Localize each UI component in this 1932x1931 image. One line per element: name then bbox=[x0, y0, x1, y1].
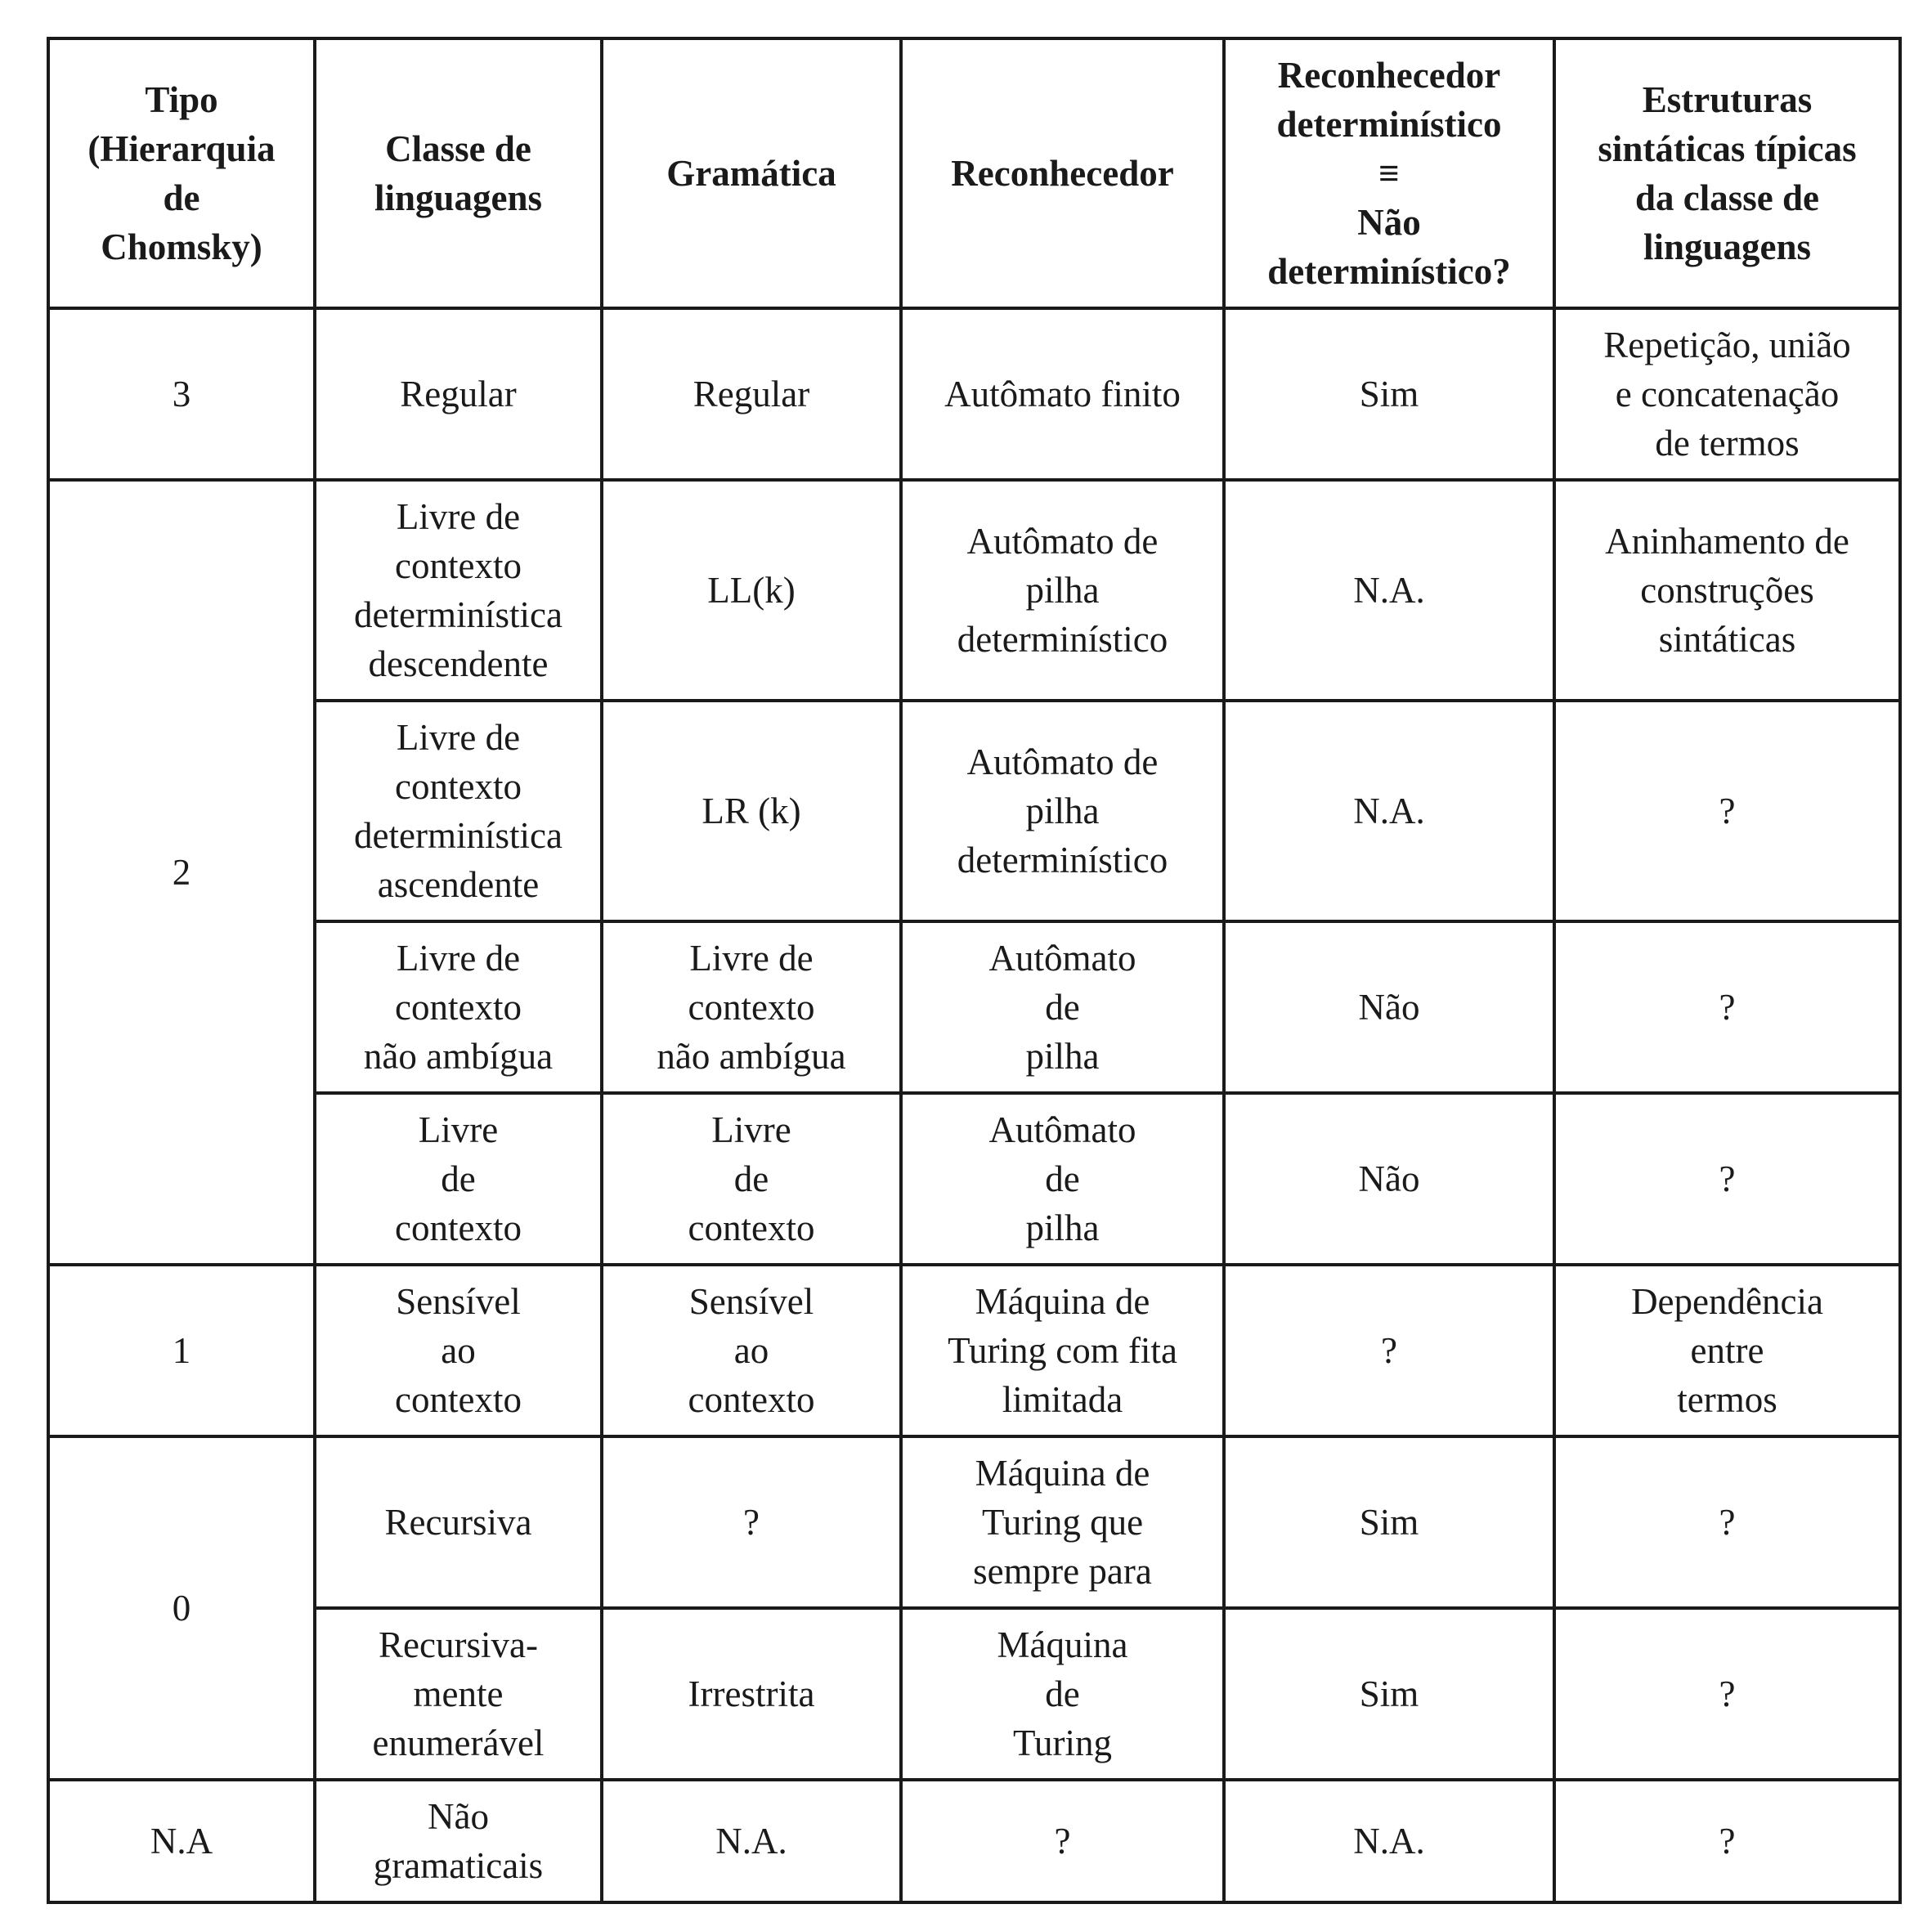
header-gramatica: Gramática bbox=[602, 38, 901, 308]
cell-classe: Sensível ao contexto bbox=[315, 1265, 602, 1436]
cell-deterministico: N.A. bbox=[1224, 480, 1554, 701]
cell-gramatica: Livre de contexto não ambígua bbox=[602, 921, 901, 1093]
cell-classe: Livre de contexto bbox=[315, 1093, 602, 1265]
header-classe: Classe de linguagens bbox=[315, 38, 602, 308]
cell-estruturas: ? bbox=[1554, 1093, 1900, 1265]
table-row bbox=[48, 1436, 1900, 1608]
header-deterministico: Reconhecedor determinístico ≡ Não determinístico? bbox=[1224, 38, 1554, 308]
cell-classe: Regular bbox=[315, 308, 602, 480]
cell-classe: Livre de contexto não ambígua bbox=[315, 921, 602, 1093]
cell-reconhecedor: Autômato de pilha determinístico bbox=[901, 701, 1224, 921]
cell-deterministico: N.A. bbox=[1224, 701, 1554, 921]
cell-estruturas: Aninhamento de construções sintáticas bbox=[1554, 480, 1900, 701]
cell-gramatica: LR (k) bbox=[602, 701, 901, 921]
chomsky-hierarchy-table bbox=[47, 37, 1902, 1904]
chomsky-table-container bbox=[47, 37, 1898, 1904]
table-row bbox=[48, 480, 1900, 701]
table-row bbox=[48, 1265, 1900, 1436]
cell-reconhecedor: Autômato de pilha bbox=[901, 921, 1224, 1093]
table-row bbox=[48, 1608, 1900, 1780]
cell-estruturas: Repetição, união e concatenação de termos bbox=[1554, 308, 1900, 480]
cell-deterministico: N.A. bbox=[1224, 1780, 1554, 1902]
cell-tipo: 1 bbox=[48, 1265, 315, 1436]
cell-reconhecedor: ? bbox=[901, 1780, 1224, 1902]
cell-reconhecedor: Máquina de Turing que sempre para bbox=[901, 1436, 1224, 1608]
cell-classe: Não gramaticais bbox=[315, 1780, 602, 1902]
cell-deterministico: Não bbox=[1224, 921, 1554, 1093]
cell-gramatica: Regular bbox=[602, 308, 901, 480]
cell-classe: Recursiva bbox=[315, 1436, 602, 1608]
table-row bbox=[48, 921, 1900, 1093]
cell-estruturas: ? bbox=[1554, 701, 1900, 921]
header-estruturas: Estruturas sintáticas típicas da classe de linguagens bbox=[1554, 38, 1900, 308]
cell-classe: Livre de contexto determinística ascendente bbox=[315, 701, 602, 921]
table-row bbox=[48, 701, 1900, 921]
cell-gramatica: Irrestrita bbox=[602, 1608, 901, 1780]
cell-deterministico: Sim bbox=[1224, 308, 1554, 480]
cell-estruturas: ? bbox=[1554, 1780, 1900, 1902]
cell-gramatica: Sensível ao contexto bbox=[602, 1265, 901, 1436]
cell-deterministico: ? bbox=[1224, 1265, 1554, 1436]
cell-tipo: 2 bbox=[48, 480, 315, 1265]
table-row bbox=[48, 1780, 1900, 1902]
header-tipo: Tipo (Hierarquia de Chomsky) bbox=[48, 38, 315, 308]
cell-reconhecedor: Autômato de pilha bbox=[901, 1093, 1224, 1265]
cell-reconhecedor: Máquina de Turing com fita limitada bbox=[901, 1265, 1224, 1436]
cell-deterministico: Não bbox=[1224, 1093, 1554, 1265]
table-row bbox=[48, 308, 1900, 480]
header-reconhecedor: Reconhecedor bbox=[901, 38, 1224, 308]
cell-tipo: 3 bbox=[48, 308, 315, 480]
cell-gramatica: Livre de contexto bbox=[602, 1093, 901, 1265]
header-row bbox=[48, 38, 1900, 308]
cell-reconhecedor: Máquina de Turing bbox=[901, 1608, 1224, 1780]
cell-gramatica: ? bbox=[602, 1436, 901, 1608]
cell-classe: Livre de contexto determinística descendente bbox=[315, 480, 602, 701]
cell-gramatica: N.A. bbox=[602, 1780, 901, 1902]
cell-deterministico: Sim bbox=[1224, 1436, 1554, 1608]
cell-reconhecedor: Autômato de pilha determinístico bbox=[901, 480, 1224, 701]
cell-tipo: N.A bbox=[48, 1780, 315, 1902]
cell-gramatica: LL(k) bbox=[602, 480, 901, 701]
cell-estruturas: ? bbox=[1554, 1436, 1900, 1608]
cell-estruturas: ? bbox=[1554, 921, 1900, 1093]
cell-classe: Recursiva- mente enumerável bbox=[315, 1608, 602, 1780]
cell-estruturas: ? bbox=[1554, 1608, 1900, 1780]
cell-estruturas: Dependência entre termos bbox=[1554, 1265, 1900, 1436]
cell-reconhecedor: Autômato finito bbox=[901, 308, 1224, 480]
table-row bbox=[48, 1093, 1900, 1265]
cell-tipo: 0 bbox=[48, 1436, 315, 1780]
cell-deterministico: Sim bbox=[1224, 1608, 1554, 1780]
